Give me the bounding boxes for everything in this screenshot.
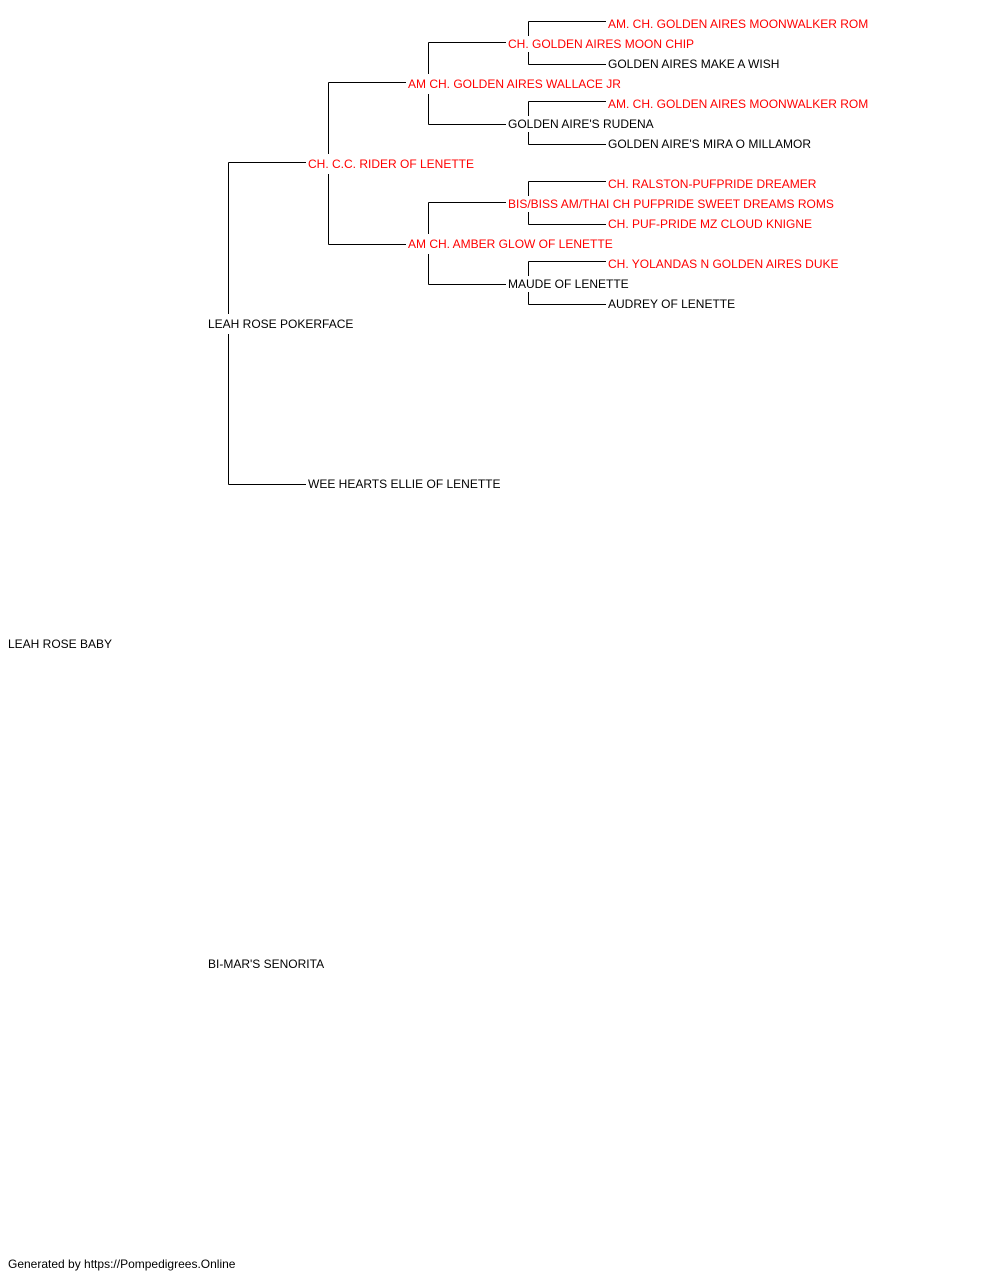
- ssdsd-name: CH. PUF-PRIDE MZ CLOUD KNIGNE: [608, 217, 813, 231]
- ssdss-name: CH. RALSTON-PUFPRIDE DREAMER: [608, 177, 817, 191]
- sssdd-name: GOLDEN AIRE'S MIRA O MILLAMOR: [608, 137, 812, 151]
- subject-dog-name: LEAH ROSE BABY: [8, 637, 113, 651]
- sssds-name: AM. CH. GOLDEN AIRES MOONWALKER ROM: [608, 97, 869, 111]
- sire-dam-name: WEE HEARTS ELLIE OF LENETTE: [308, 477, 501, 491]
- sire-sire-dam-name: AM CH. AMBER GLOW OF LENETTE: [408, 237, 613, 251]
- dam-name: BI-MAR'S SENORITA: [208, 957, 325, 971]
- ssds-name: BIS/BISS AM/THAI CH PUFPRIDE SWEET DREAMS ROMS: [508, 197, 834, 211]
- sire-sire-name: CH. C.C. RIDER OF LENETTE: [308, 157, 475, 171]
- ssdd-name: MAUDE OF LENETTE: [508, 277, 629, 291]
- sssd-name: GOLDEN AIRE'S RUDENA: [508, 117, 654, 131]
- ssss-name: CH. GOLDEN AIRES MOON CHIP: [508, 37, 695, 51]
- sire-name: LEAH ROSE POKERFACE: [208, 317, 354, 331]
- ssssd-name: GOLDEN AIRES MAKE A WISH: [608, 57, 780, 71]
- ssddd-name: AUDREY OF LENETTE: [608, 297, 736, 311]
- sssss-name: AM. CH. GOLDEN AIRES MOONWALKER ROM: [608, 17, 869, 31]
- ssdds-name: CH. YOLANDAS N GOLDEN AIRES DUKE: [608, 257, 839, 271]
- generated-by-footer: Generated by https://Pompedigrees.Online: [8, 1257, 236, 1271]
- sire-sire-sire-name: AM CH. GOLDEN AIRES WALLACE JR: [408, 77, 621, 91]
